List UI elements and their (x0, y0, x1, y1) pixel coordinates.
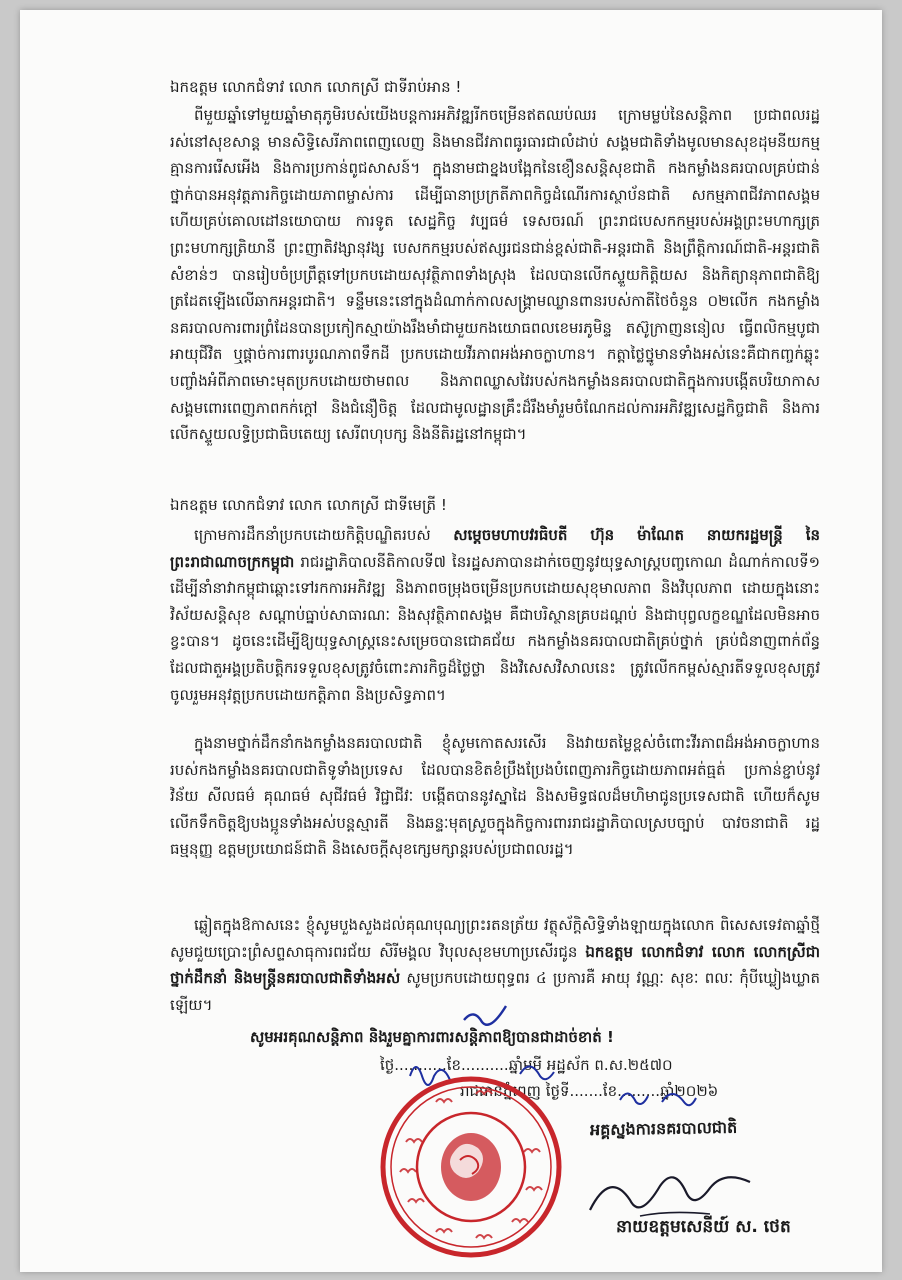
official-seal-icon (376, 1072, 566, 1262)
prime-minister-name: សម្តេចមហាបវរធិបតី ហ៊ុន ម៉ាណែត នាយករដ្ឋមន្ត្រី នៃព្រះរាជាណាចក្រកម្ពុជា (170, 526, 820, 571)
salutation-1: ឯកឧត្តម លោកជំទាវ លោក លោកស្រី ជាទីរាប់អាន ! (170, 78, 462, 96)
closing-motto: សូមអរគុណសន្តិភាព និងរួមគ្នាការពារសន្តិភាពឱ្យបានជាដាច់ខាត់ ! (250, 1028, 614, 1046)
paragraph-4-lead: ឆ្លៀតក្នុងឱកាសនេះ ខ្ញុំសូមបួងសួងដល់គុណបុណ្យព្រះរតនត្រ័យ វត្ថុស័ក្តិសិទ្ធិទាំងឡាយក្នុងលោក ពិសេសទេវតាឆ្នាំថ្មី សូមជួយប្រោះព្រំសព្ទសាធុការពរជ័យ សិរីមង្គល វិបុលសុខមហាប្រសើរជូន (170, 916, 820, 961)
paragraph-1: ពីមួយឆ្នាំទៅមួយឆ្នាំមាតុភូមិរបស់យើងបន្តការអភិវឌ្ឍរីកចម្រើនឥតឈប់ឈរ ក្រោមម្លប់នៃសន្តិភាព ប្រជាពលរដ្ឋរស់នៅសុខសាន្ត មានសិទ្ធិសេរីភាពពេញលេញ និងមានជីវភាពធូរធារជាលំដាប់ សង្គមជាតិទាំងមូលមានសុខដុមនីយកម្ម គ្មានការរើសអើង និងការប្រកាន់ពូជសាសន៍។ ក្នុងនាមជាខ្នងបង្អែកនៃខឿនសន្តិសុខជាតិ កងកម្លាំងនគរបាលគ្រប់ជាន់ថ្នាក់បានអនុវត្តភារកិច្ចដោយភាពម្ចាស់ការ ដើម្បីធានាប្រក្រតីភាពកិច្ចដំណើរការស្ថាប័នជាតិ សកម្មភាពជីវភាពសង្គម ហើយគ្រប់គោលដៅនយោបាយ ការទូត សេដ្ឋកិច្ច វប្បធម៌ ទេសចរណ៍ ព្រះរាជបេសកកម្មរបស់អង្គព្រះមហាក្សត្រ ព្រះមហាក្សត្រិយានី ព្រះញាតិវង្សានុវង្ស បេសកកម្មរបស់ឥស្សរជនជាន់ខ្ពស់ជាតិ-អន្តរជាតិ និងព្រឹត្តិការណ៍ជាតិ-អន្តរជាតិសំខាន់ៗ បានរៀបចំប្រព្រឹត្តទៅប្រកបដោយសុវត្ថិភាពទាំងស្រុង ដែលបានលើកស្ទួយកិត្តិយស និងកិត្យានុភាពជាតិឱ្យត្រដែតឡើងលើឆាកអន្តរជាតិ។ ទន្ទឹមនេះនៅក្នុងដំណាក់កាលសង្គ្រាមឈ្លានពានរបស់កាតីថៃចំនួន ០២លើក កងកម្លាំងនគរបាលការពារព្រំដែនបានប្រកៀកស្មាយ៉ាងរឹងមាំជាមួយកងយោធពលខេមរភូមិន្ទ តស៊ូក្រាញននៀល ធ្វើពលិកម្មបូជាអាយុជីវិត ឬផ្តាច់ការពារបូរណភាពទឹកដី ប្រកបដោយវីរភាពអង់អាចក្លាហាន។ កត្តាថ្លៃថ្នូមានទាំងអស់នេះគឺជាកញ្ចក់ឆ្លុះបញ្ចាំងអំពីភាពមោះមុតប្រកបដោយថាមពល និងភាពឈ្លាសវៃរបស់កងកម្លាំងនគរបាលជាតិក្នុងការបង្កើតបរិយាកាសសង្គមពោរពេញភាពកក់ក្តៅ និងជំនឿចិត្ត ដែលជាមូលដ្ឋានគ្រឹះដ៏រឹងមាំរួមចំណែកដល់ការអភិវឌ្ឍសេដ្ឋកិច្ចជាតិ និងការលើកស្ទួយលទ្ធិប្រជាធិបតេយ្យ សេរីពហុបក្ស និងនីតិរដ្ឋនៅកម្ពុជា។ (170, 106, 820, 444)
date-lunar: ថ្ងៃ...........ខែ..........ឆ្នាំមមី អដ្ឋស័ក ព.ស.២៥៧០ (380, 1056, 673, 1074)
signatory-name: នាយឧត្តមសេនីយ៍ ស. ថេត (616, 1217, 791, 1237)
salutation-2: ឯកឧត្តម លោកជំទាវ លោក លោកស្រី ជាទីមេត្រី ! (170, 496, 447, 514)
handwritten-check-mark (460, 1002, 510, 1032)
paragraph-2-body: រាជរដ្ឋាភិបាលនីតិកាលទី៧ នៃរដ្ឋសភាបានដាក់ចេញនូវយុទ្ធសាស្ត្របញ្ចកោណ ដំណាក់កាលទី១ ដើម្បីនាំនាវាកម្ពុជាឆ្ពោះទៅរកការអភិវឌ្ឍ និងភាពចម្រុងចម្រើនប្រកបដោយសុខុមាលភាព និងវិបុលភាព ដោយក្នុងនោះវិស័យសន្តិសុខ សណ្តាប់ធ្នាប់សាធារណៈ និងសុវត្ថិភាពសង្គម គឺជាបរិស្ថានគ្របដណ្តប់ និងជាបុព្វលក្ខខណ្ឌដែលមិនអាចខ្វះបាន។ ដូចនេះដើម្បីឱ្យយុទ្ធសាស្ត្រនេះសម្រេចបានជោគជ័យ កងកម្លាំងនគរបាលជាតិគ្រប់ថ្នាក់ គ្រប់ជំនាញពាក់ព័ន្ធ ដែលជាតួអង្គប្រតិបត្តិករទទួលខុសត្រូវចំពោះភារកិច្ចដ៏ថ្លៃថ្លា និងវិសេសវិសាលនេះ ត្រូវលើកកម្ពស់ស្មារតីទទួលខុសត្រូវ ចូលរួមអនុវត្តប្រកបដោយកត្តិភាព និងប្រសិទ្ធភាព។ (170, 552, 820, 704)
signatory-title: អគ្គស្នងការនគរបាលជាតិ (589, 1117, 738, 1140)
paragraph-3: ក្នុងនាមថ្នាក់ដឹកនាំកងកម្លាំងនគរបាលជាតិ ខ្ញុំសូមកោតសរសើរ និងវាយតម្លៃខ្ពស់ចំពោះវីរភាពដ៏អង់អាចក្លាហានរបស់កងកម្លាំងនគរបាលជាតិទូទាំងប្រទេស ដែលបានខិតខំប្រឹងប្រែងបំពេញភារកិច្ចដោយភាពអត់ធ្មត់ ប្រកាន់ខ្ជាប់នូវវិន័យ សីលធម៌ គុណធម៌ សុជីវធម៌ វិជ្ជាជីវៈ បង្កើតបាននូវស្នាដៃ និងសមិទ្ធផលដ៏មហិមាជូនប្រទេសជាតិ ហើយក៏សូមលើកទឹកចិត្តឱ្យបងប្អូនទាំងអស់បន្តស្មារតី និងឆន្ទៈមុតស្រួចក្នុងកិច្ចការពាររាជរដ្ឋាភិបាលស្របច្បាប់ បាវចនាជាតិ រដ្ឋធម្មនុញ្ញ ឧត្តមប្រយោជន៍ជាតិ និងសេចក្តីសុខក្សេមក្សាន្តរបស់ប្រជាពលរដ្ឋ។ (170, 734, 820, 859)
paragraph-2 (170, 522, 820, 722)
paragraph-4-body: សូមប្រកបដោយពុទ្ធពរ ៤ ប្រការគឺ អាយុ វណ្ណៈ សុខៈ ពលៈ កុំបីឃ្លៀងឃ្លាតឡើយ។ (170, 969, 820, 1014)
paragraph-2-lead: ក្រោមការដឹកនាំប្រកបដោយកិត្តិបណ្ឌិតរបស់ (194, 526, 454, 544)
date-solar: រាជធានីភ្នំពេញ ថ្ងៃទី.......ខែ.........ឆ្នាំ២០២៦ (460, 1082, 719, 1100)
letter-page (20, 10, 882, 1272)
paragraph-4-bold: ឯកឧត្តម លោកជំទាវ លោក លោកស្រីជាថ្នាក់ដឹកនាំ និងមន្ត្រីនគរបាលជាតិទាំងអស់ (170, 942, 820, 988)
